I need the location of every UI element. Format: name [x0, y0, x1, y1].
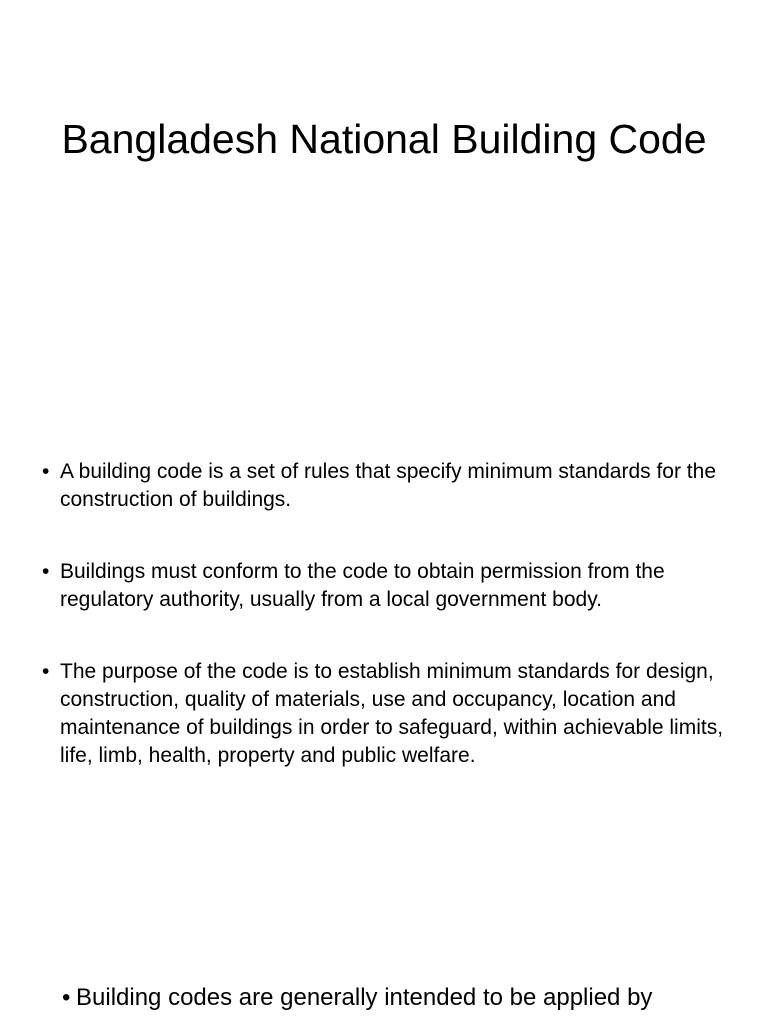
bullet-marker: •: [62, 984, 71, 1011]
bullet-text: Buildings must conform to the code to obtain permission from the regulatory authority, usually from a local government body.: [60, 560, 665, 611]
bullet-text: Building codes are generally intended to be applied by: [76, 984, 653, 1011]
list-item: [42, 558, 732, 614]
bullet-text: A building code is a set of rules that specify minimum standards for the construction of buildings.: [60, 460, 716, 511]
bullet-list: [42, 458, 732, 814]
bullet-marker: •: [42, 660, 50, 683]
bullet-marker: •: [42, 460, 50, 483]
list-item: [42, 458, 732, 514]
next-slide-bullet: [62, 982, 766, 1014]
list-item: [42, 658, 732, 770]
bullet-text: The purpose of the code is to establish minimum standards for design, construction, quality of materials, use and occupancy, location and maintenance of buildings in order to safeguard, within achievable limits, life, limb, health, property and public welfare.: [60, 660, 724, 767]
slide-title: Bangladesh National Building Code: [61, 116, 707, 162]
bullet-marker: •: [42, 560, 50, 583]
